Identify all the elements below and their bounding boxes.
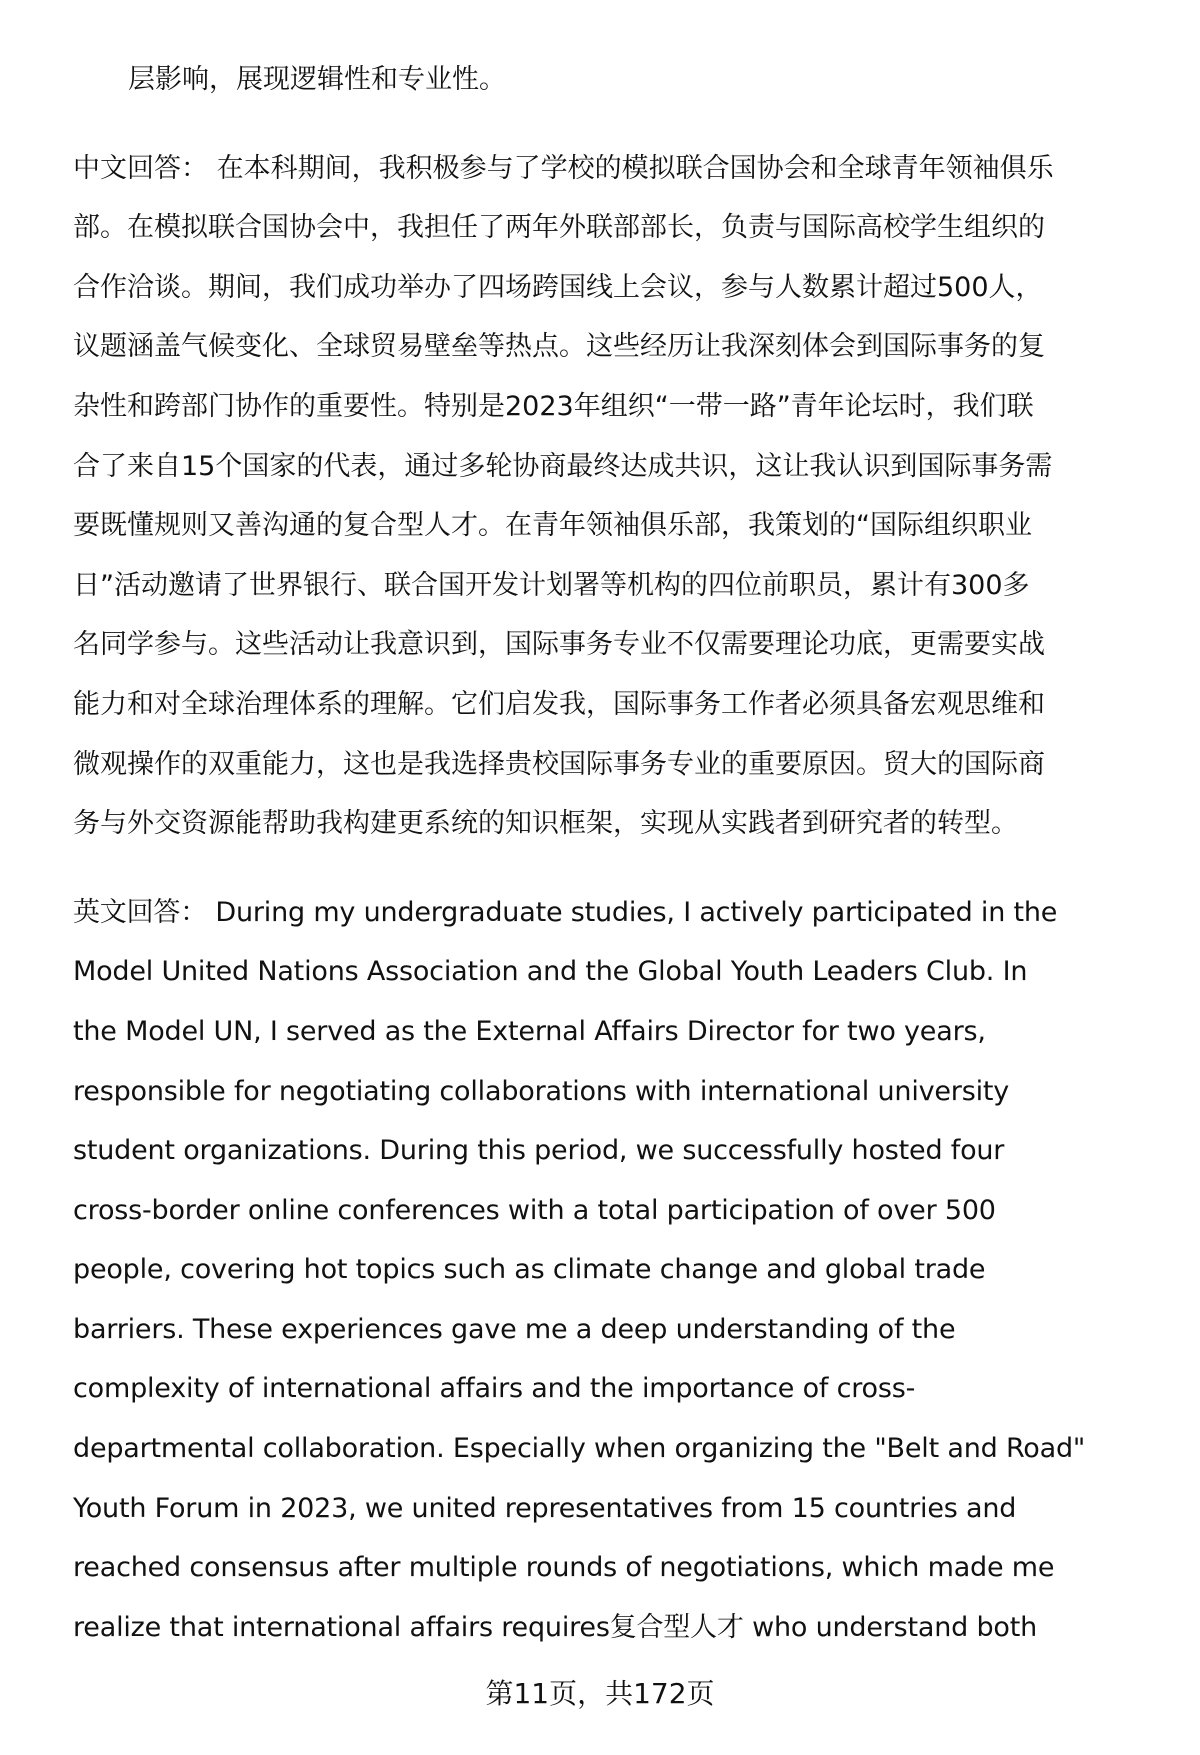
text-line: complexity of international affairs and the importance of cross-	[73, 1373, 916, 1405]
text-line: 中文回答： 在本科期间，我积极参与了学校的模拟联合国协会和全球青年领袖俱乐	[73, 152, 1054, 184]
text-line: 微观操作的双重能力，这也是我选择贵校国际事务专业的重要原因。贸大的国际商	[73, 748, 1045, 780]
text-line: 名同学参与。这些活动让我意识到，国际事务专业不仅需要理论功底，更需要实战	[73, 629, 1045, 661]
page-number: 第11页，共172页	[485, 1677, 715, 1710]
text-line: cross-border online conferences with a total participation of over 500	[73, 1194, 996, 1226]
text-line: 议题涵盖气候变化、全球贸易壁垒等热点。这些经历让我深刻体会到国际事务的复	[73, 331, 1045, 363]
text-line: 合了来自15个国家的代表，通过多轮协商最终达成共识，这让我认识到国际事务需	[73, 450, 1053, 482]
text-line: Model United Nations Association and the Global Youth Leaders Club. In	[73, 956, 1028, 988]
text-line: 杂性和跨部门协作的重要性。特别是2023年组织“一带一路”青年论坛时，我们联	[73, 390, 1034, 422]
text-line: 合作洽谈。期间，我们成功举办了四场跨国线上会议，参与人数累计超过500人，	[73, 271, 1043, 303]
paragraph-english-answer	[73, 883, 1163, 1658]
text-line: the Model UN, I served as the External Affairs Director for two years,	[73, 1015, 986, 1047]
text-line: 部。在模拟联合国协会中，我担任了两年外联部部长，负责与国际高校学生组织的	[73, 212, 1045, 244]
paragraph-chinese-answer	[73, 139, 1163, 854]
text-line: 层影响，展现逻辑性和专业性。	[128, 64, 506, 95]
text-line: student organizations. During this period, we successfully hosted four	[73, 1135, 1005, 1167]
document-body	[73, 50, 1163, 1657]
text-line: 日”活动邀请了世界银行、联合国开发计划署等机构的四位前职员，累计有300多	[73, 569, 1030, 601]
paragraph-continuation	[73, 50, 1163, 110]
text-line: people, covering hot topics such as climate change and global trade	[73, 1254, 986, 1286]
text-line: 英文回答： During my undergraduate studies, I actively participated in the	[73, 896, 1058, 928]
text-line: 能力和对全球治理体系的理解。它们启发我，国际事务工作者必须具备宏观思维和	[73, 688, 1045, 720]
text-line: Youth Forum in 2023, we united representatives from 15 countries and	[73, 1492, 1017, 1524]
text-line: 要既懂规则又善沟通的复合型人才。在青年领袖俱乐部，我策划的“国际组织职业	[73, 510, 1032, 542]
text-line: responsible for negotiating collaborations with international university	[73, 1075, 1010, 1107]
text-line: departmental collaboration. Especially when organizing the "Belt and Road"	[73, 1433, 1086, 1465]
text-line: 务与外交资源能帮助我构建更系统的知识框架，实现从实践者到研究者的转型。	[73, 808, 1018, 840]
text-line: realize that international affairs requires复合型人才 who understand both	[73, 1611, 1038, 1643]
text-line: reached consensus after multiple rounds of negotiations, which made me	[73, 1552, 1055, 1584]
text-line: barriers. These experiences gave me a deep understanding of the	[73, 1313, 956, 1345]
